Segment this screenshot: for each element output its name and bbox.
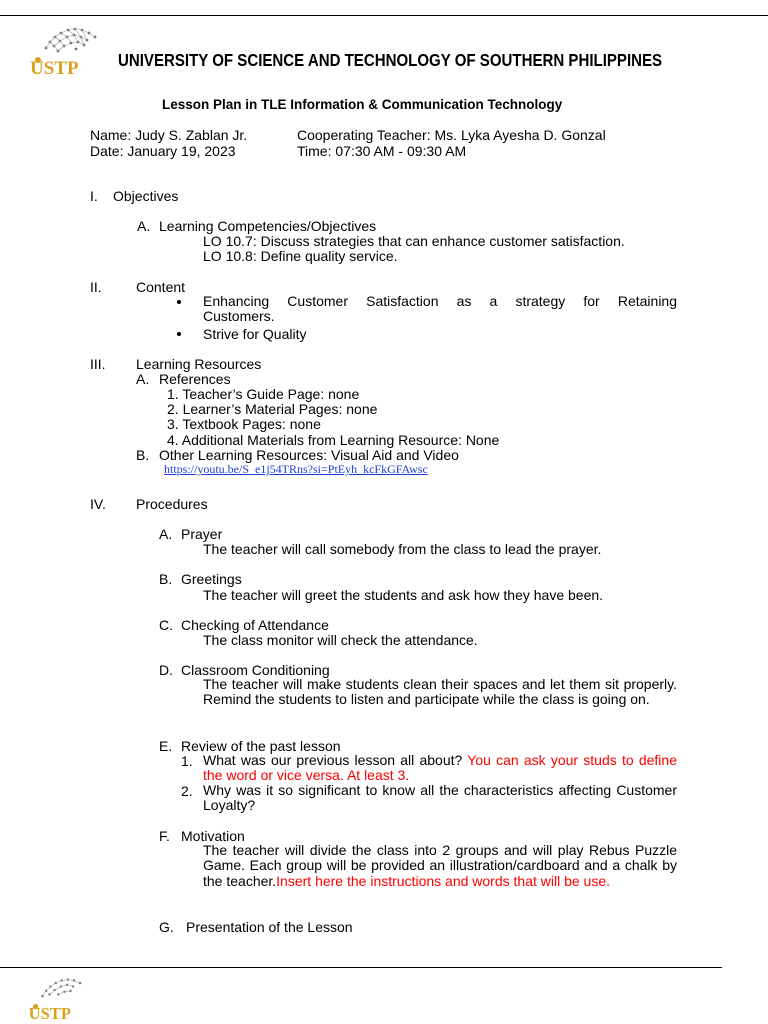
objective-lo-10-8: LO 10.8: Define quality service. [203, 248, 398, 264]
info-time: Time: 07:30 AM - 09:30 AM [297, 143, 467, 159]
procedure-letter: E. [159, 738, 173, 754]
info-cooperating-teacher: Cooperating Teacher: Ms. Lyka Ayesha D. Gonzal [297, 127, 606, 143]
procedure-title: Greetings [181, 571, 242, 587]
content-bullet: Strive for Quality [203, 326, 307, 342]
section-title: Objectives [113, 188, 179, 204]
procedure-text: The teacher will make students clean their spaces and let them sit properly. Remind the students to listen and participate while the class is going on. [203, 676, 677, 708]
procedure-title: Motivation [181, 828, 245, 844]
footer-logo-text: USTP [28, 1003, 71, 1023]
ustp-logo [24, 18, 124, 80]
reference-item: 3. Textbook Pages: none [167, 416, 321, 432]
procedure-letter: A. [159, 526, 173, 542]
procedure-text: The class monitor will check the attendance. [203, 632, 478, 648]
ustp-footer-logo [22, 970, 112, 1024]
section-title: Learning Resources [136, 356, 262, 372]
logo-text: USTP [30, 58, 79, 79]
section-title: Content [136, 279, 186, 295]
review-note: You can ask your studs to define the word or vice versa. At least 3. [203, 752, 677, 784]
reference-item: 1. Teacher’s Guide Page: none [167, 386, 360, 402]
reference-item: 2. Learner’s Material Pages: none [167, 401, 378, 417]
review-item-number: 1. [181, 753, 193, 769]
procedure-text: The teacher will call somebody from the class to lead the prayer. [203, 541, 602, 557]
header-top-rule [0, 15, 768, 16]
procedure-title: Prayer [181, 526, 223, 542]
subsection-letter: B. [136, 447, 150, 463]
section-number: II. [90, 279, 102, 295]
subsection-title: Other Learning Resources: Visual Aid and Video [159, 447, 459, 463]
procedure-letter: C. [159, 617, 173, 633]
motivation-text [203, 843, 677, 889]
procedure-letter: D. [159, 662, 173, 678]
review-item-number: 2. [181, 783, 193, 799]
review-item: Why was it so significant to know all the characteristics affecting Customer Loyalty? [203, 782, 677, 814]
info-date: Date: January 19, 2023 [90, 143, 236, 159]
subsection-letter: A. [137, 218, 151, 234]
procedure-letter: G. [159, 919, 174, 935]
subsection-letter: A. [136, 371, 150, 387]
procedure-letter: F. [159, 828, 170, 844]
procedure-title: Checking of Attendance [181, 617, 329, 633]
procedure-text: The teacher will greet the students and ask how they have been. [203, 587, 604, 603]
review-question: What was our previous lesson all about? [203, 752, 468, 768]
procedure-title: Classroom Conditioning [181, 662, 330, 678]
university-name: UNIVERSITY OF SCIENCE AND TECHNOLOGY OF SOUTHERN PHILIPPINES [118, 50, 663, 70]
reference-item: 4. Additional Materials from Learning Resource: None [167, 432, 500, 448]
procedure-letter: B. [159, 571, 173, 587]
motivation-note: Insert here the instructions and words that will be use. [276, 872, 611, 889]
procedure-title: Presentation of the Lesson [186, 919, 353, 935]
subsection-title: Learning Competencies/Objectives [159, 218, 377, 234]
section-title: Procedures [136, 496, 208, 512]
objective-lo-10-7: LO 10.7: Discuss strategies that can enhance customer satisfaction. [203, 233, 625, 249]
footer-rule [0, 967, 722, 968]
section-number: IV. [90, 496, 106, 512]
review-item [203, 753, 677, 784]
video-link[interactable]: https://youtu.be/S_e1j54TRns?si=PtEyh_kcFkGFAwsc [164, 462, 428, 476]
content-bullet: Enhancing Customer Satisfaction as a strategy for Retaining Customers. [203, 293, 677, 325]
section-number: III. [90, 356, 106, 372]
page-title: Lesson Plan in TLE Information & Communication Technology [162, 97, 563, 112]
subsection-title: References [159, 371, 231, 387]
info-name: Name: Judy S. Zablan Jr. [90, 127, 248, 143]
section-number: I. [90, 188, 98, 204]
motivation-body: The teacher will divide the class into 2 groups and will play Rebus Puzzle Game. Each group will be provided an illustration/cardboard and a chalk by the teacher. [203, 842, 677, 889]
procedure-title: Review of the past lesson [181, 738, 341, 754]
